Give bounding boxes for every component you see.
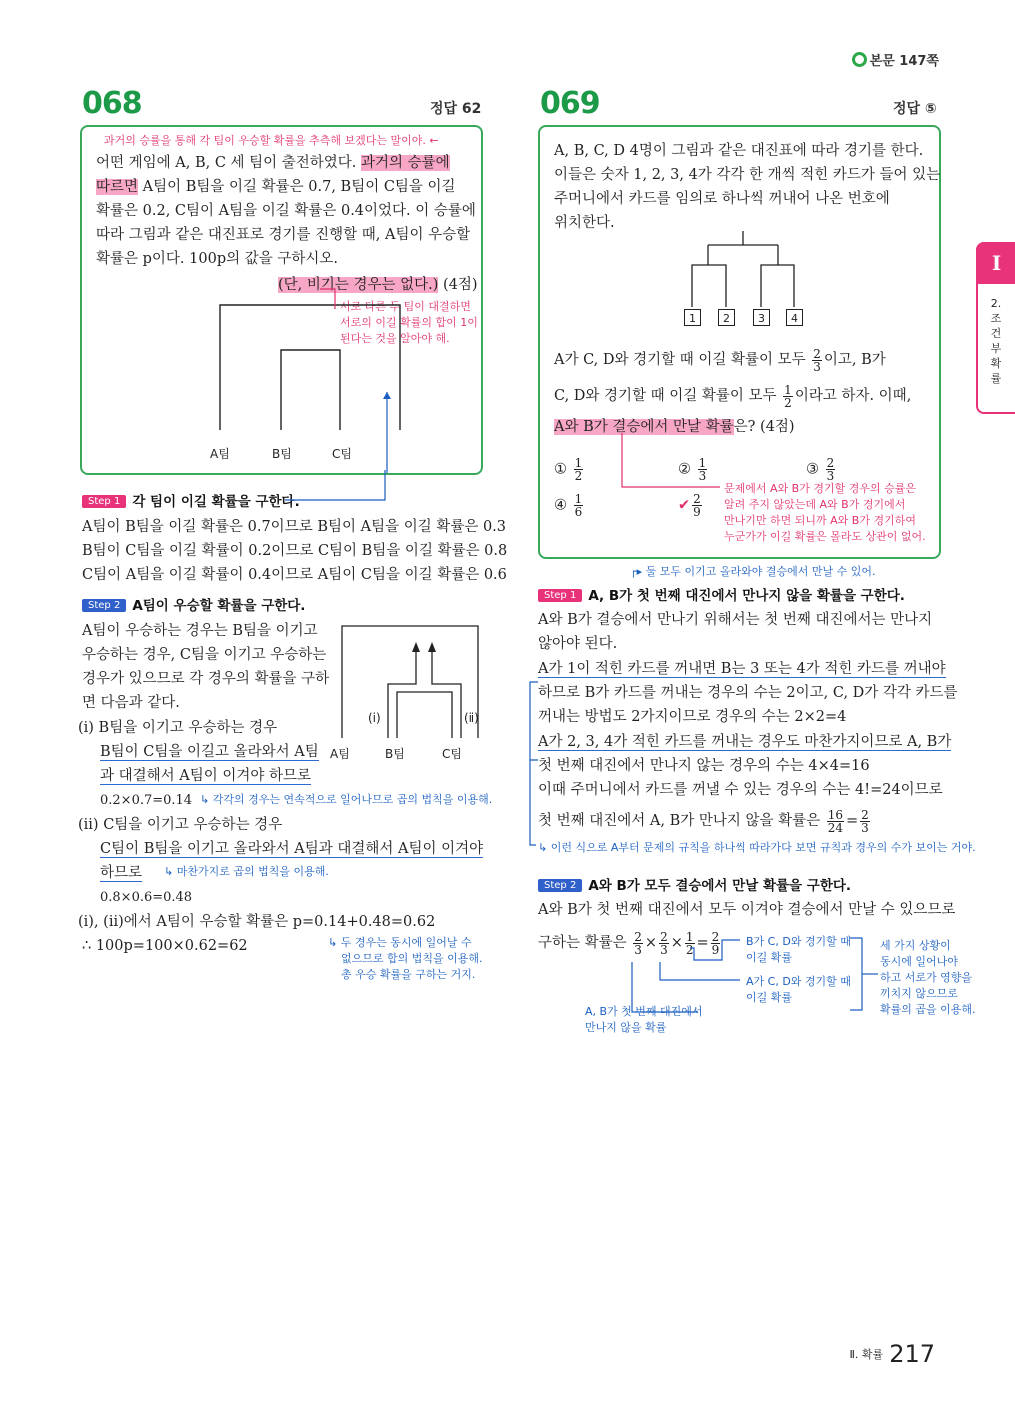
- side-note: 서로 다른 두 팀이 대결하면 서로의 이길 확률의 합이 1이 된다는 것을 알아야 해.: [340, 300, 478, 345]
- step2-line: A팀이 우승하는 경우는 B팀을 이기고: [82, 623, 318, 639]
- question-line: 따라 그림과 같은 대진표로 경기를 진행할 때, A팀이 우승할: [96, 227, 471, 243]
- team-label: C팀: [332, 447, 352, 461]
- case2-title: (ⅱ) C팀을 이기고 우승하는 경우: [78, 817, 283, 833]
- step1-line: B팀이 C팀을 이길 확률이 0.2이므로 C팀이 B팀을 이길 확률은 0.8: [82, 543, 508, 559]
- s1-line: 않아야 된다.: [538, 636, 618, 652]
- connector: [526, 680, 540, 850]
- s2-line: 구하는 확률은 $\frac{2}{3}$ × $\frac{2}{3}$ × $\frac{1}{2}$ = $\frac{2}{9}$: [538, 929, 720, 957]
- card-3: 3: [753, 309, 770, 326]
- page-footer: Ⅱ. 확률 217: [849, 1340, 935, 1368]
- annotation-a: A가 C, D와 경기할 때 이길 확률: [746, 975, 851, 1004]
- step2-line: 우승하는 경우, C팀을 이기고 우승하는: [82, 647, 327, 663]
- choice-1[interactable]: ① $\frac{1}{2}$: [554, 456, 583, 483]
- step2-line: 경우가 있으므로 각 경우의 확률을 구하: [82, 671, 330, 687]
- s1-note: ↳ 이런 식으로 A부터 문제의 규칙을 하나씩 따라가다 보면 규칙과 경우의 수가 보이는 거야.: [538, 841, 976, 854]
- case2-line: C팀이 B팀을 이기고 올라와서 A팀과 대결해서 A팀이 이겨야: [100, 841, 484, 857]
- question-line: 어떤 게임에 A, B, C 세 팀이 출전하였다. 과거의 승률에: [96, 155, 450, 171]
- case2-calc: 0.8×0.6=0.48: [100, 890, 193, 905]
- s2-line: A와 B가 첫 번째 대진에서 모두 이겨야 결승에서 만날 수 있으므로: [538, 902, 956, 918]
- result-line: ∴ 100p=100×0.62=62: [82, 938, 248, 954]
- step1-top-note: ┌▸ 둘 모두 이기고 올라와야 결승에서 만날 수 있어.: [630, 565, 876, 578]
- chapter-title: 2.조건부확률: [990, 297, 1002, 385]
- case1-note: ↳ 각각의 경우는 연속적으로 일어나므로 곱의 법칙을 이용해.: [200, 793, 493, 806]
- choice-note: 문제에서 A와 B가 경기할 경우의 승률은 알려 주지 않았는데 A와 B가 경기에서 만나기만 하면 되니까 A와 B가 경기하여 누군가가 이길 확률은 몰라도 상관이 없어.: [724, 482, 926, 543]
- case-label: (ⅰ): [368, 711, 381, 725]
- s1-line: A가 1이 적힌 카드를 꺼내면 B는 3 또는 4가 적힌 카드를 꺼내야: [538, 661, 946, 677]
- case1-line: B팀이 C팀을 이길고 올라와서 A팀: [100, 744, 319, 760]
- tournament-bracket: [82, 127, 482, 473]
- connector: [540, 127, 940, 507]
- s1-line: 꺼내는 방법도 2가지이므로 경우의 수는 2×2=4: [538, 709, 847, 725]
- circle-icon: [852, 52, 867, 67]
- s1-line: 이때 주머니에서 카드를 꺼낼 수 있는 경우의 수는 4!=24이므로: [538, 782, 943, 798]
- case1-calc: 0.2×0.7=0.14: [100, 793, 193, 808]
- problem-number-068: 068: [82, 86, 142, 121]
- answer-068: 정답 62: [430, 101, 482, 117]
- question-line: A, B, C, D 4명이 그림과 같은 대진표에 따라 경기를 한다.: [554, 143, 924, 159]
- card-2: 2: [718, 309, 735, 326]
- step2-heading: Step 2 A와 B가 모두 결승에서 만날 확률을 구한다.: [538, 874, 851, 894]
- question-line: 따르면 A팀이 B팀을 이길 확률은 0.7, B팀이 C팀을 이길: [96, 179, 456, 195]
- step2-line: 면 다음과 같다.: [82, 695, 180, 711]
- question-line: (단, 비기는 경우는 없다.) (4점): [278, 277, 478, 293]
- team-label: B팀: [272, 447, 292, 461]
- problem-box-069: [538, 125, 941, 559]
- question-line: 이들은 숫자 1, 2, 3, 4가 각각 한 개씩 적힌 카드가 들어 있는: [554, 167, 941, 183]
- case-label: (ⅱ): [464, 711, 479, 725]
- case2-note: ↳ 마찬가지로 곱의 법칙을 이용해.: [164, 865, 329, 878]
- choice-4[interactable]: ④ $\frac{1}{6}$: [554, 492, 583, 519]
- card-4: 4: [786, 309, 803, 326]
- question-line: A와 B가 결승에서 만날 확률은? (4점): [554, 419, 795, 435]
- step1-heading: Step 1 A, B가 첫 번째 대진에서 만나지 않을 확률을 구한다.: [538, 584, 905, 604]
- chapter-tab[interactable]: [976, 242, 1015, 414]
- team-label: B팀: [385, 747, 405, 761]
- choice-5[interactable]: ✔ $\frac{2}{9}$: [678, 492, 701, 519]
- s1-line: 하므로 B가 카드를 꺼내는 경우의 수는 2이고, C, D가 각각 카드를: [538, 685, 958, 701]
- card-1: 1: [684, 309, 701, 326]
- result-note: ↳ 두 경우는 동시에 일어날 수 없으므로 합의 법칙을 이용해. 총 우승 확률을 구하는 거지.: [328, 936, 483, 981]
- step2-heading: Step 2 A팀이 우승할 확률을 구한다.: [82, 594, 305, 614]
- result-line: (ⅰ), (ⅱ)에서 A팀이 우승할 확률은 p=0.14+0.48=0.62: [78, 914, 436, 930]
- answer-069: 정답 ⑤: [893, 101, 937, 117]
- connector: [280, 470, 390, 510]
- problem-box-068: [80, 125, 483, 475]
- annotation-b: B가 C, D와 경기할 때 이길 확률: [746, 935, 851, 964]
- question-line: 확률은 0.2, C팀이 A팀을 이길 확률은 0.4이었다. 이 승률에: [96, 203, 476, 219]
- team-label: A팀: [330, 747, 350, 761]
- chapter-roman: Ⅰ: [976, 242, 1015, 284]
- case1-line: 과 대결해서 A팀이 이겨야 하므로: [100, 768, 311, 784]
- choice-2[interactable]: ② $\frac{1}{3}$: [678, 456, 707, 483]
- team-label: A팀: [210, 447, 230, 461]
- case1-title: (ⅰ) B팀을 이기고 우승하는 경우: [78, 720, 278, 736]
- s1-line: A와 B가 결승에서 만나기 위해서는 첫 번째 대진에서는 만나지: [538, 612, 933, 628]
- question-line: 확률은 p이다. 100p의 값을 구하시오.: [96, 251, 338, 267]
- question-line: A가 C, D와 경기할 때 이길 확률이 모두 $\frac{2}{3}$ 이고, B가: [554, 346, 886, 374]
- case2-line: 하므로: [100, 865, 143, 881]
- bracket-diagram: [330, 620, 490, 750]
- question-line: 위치한다.: [554, 215, 615, 231]
- choice-3[interactable]: ③ $\frac{2}{3}$: [806, 456, 835, 483]
- s1-line: 첫 번째 대진에서 만나지 않는 경우의 수는 4×4=16: [538, 758, 870, 774]
- page-number: 217: [889, 1340, 935, 1368]
- check-icon: ✔: [678, 497, 691, 514]
- problem-number-069: 069: [540, 86, 600, 121]
- s1-line: 첫 번째 대진에서 A, B가 만나지 않을 확률은 $\frac{16}{24}$ = $\frac{2}{3}$: [538, 807, 869, 835]
- team-label: C팀: [442, 747, 462, 761]
- question-line: C, D와 경기할 때 이길 확률이 모두 $\frac{1}{2}$ 이라고 하자. 이때,: [554, 382, 912, 410]
- step1-heading: Step 1 각 팀이 이길 확률을 구한다.: [82, 490, 300, 510]
- annotation-ab: A, B가 첫 번째 대진에서 만나지 않을 확률: [585, 1005, 703, 1034]
- step1-line: A팀이 B팀을 이길 확률은 0.7이므로 B팀이 A팀을 이길 확률은 0.3: [82, 519, 507, 535]
- question-line: 주머니에서 카드를 임의로 하나씩 꺼내어 나온 번호에: [554, 191, 890, 207]
- annotation-side: 세 가지 상황이 동시에 일어나야 하고 서로가 영향을 끼치지 않으므로 확률의 곱을 이용해.: [880, 939, 976, 1016]
- step1-line: C팀이 A팀을 이길 확률이 0.4이므로 A팀이 C팀을 이길 확률은 0.6: [82, 567, 507, 583]
- page-reference: 본문 147쪽: [852, 50, 939, 69]
- top-note: 과거의 승률을 통해 각 팀이 우승할 확률을 추측해 보겠다는 말이야. ←: [104, 134, 439, 147]
- s1-line: A가 2, 3, 4가 적힌 카드를 꺼내는 경우도 마찬가지이므로 A, B가: [538, 734, 952, 750]
